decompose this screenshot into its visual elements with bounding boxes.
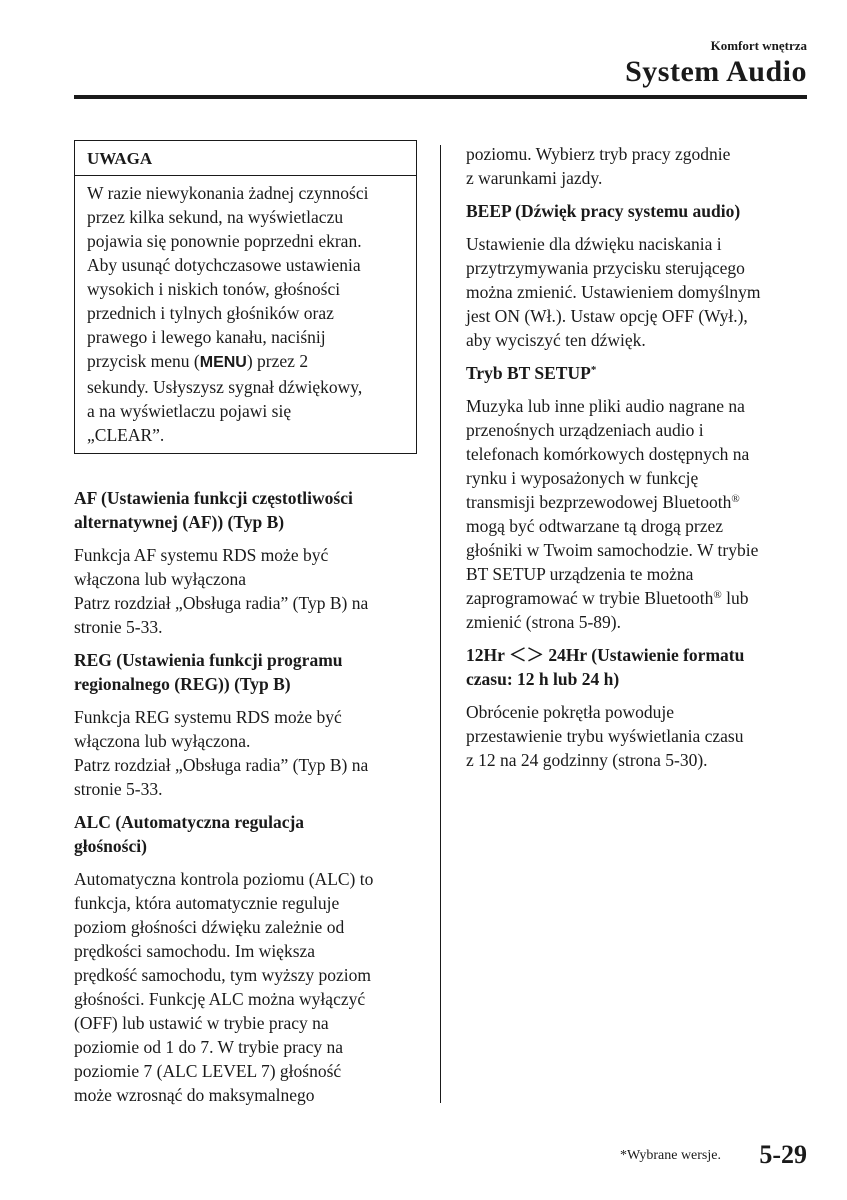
- header-divider: [74, 95, 807, 99]
- menu-key-label: MENU: [199, 354, 247, 371]
- alc-continuation: poziomu. Wybierz tryb pracy zgodnie z warunkami jazdy.: [466, 144, 731, 188]
- alc-heading: ALC (Automatyczna regulacja głośności): [74, 812, 305, 856]
- alc-body: Automatyczna kontrola poziomu (ALC) to funkcja, która automatycznie reguluje poziom głośności dźwięku zależnie od prędkości samochodu. Im większa prędkość samochodu, tym wyższy poziom głośności. Funkcję ALC można wyłączyć (OFF) lub ustawić w trybie pracy na poziomie od 1 do 7. W trybie pracy na poziomie 7 (ALC LEVEL 7) głośność może wzrosnąć do maksymalnego: [74, 869, 374, 1105]
- note-title: UWAGA: [75, 141, 416, 176]
- reg-body: Funkcja REG systemu RDS może być włączona lub wyłączona. Patrz rozdział „Obsługa radia” (Typ B) na stronie 5-33.: [74, 707, 369, 799]
- note-text: [75, 176, 416, 453]
- registered-mark: ®: [713, 589, 722, 601]
- bt-setup-body: [466, 394, 811, 634]
- bt-body-part3: lub zmienić (strona 5-89).: [466, 588, 749, 632]
- note-box: [74, 140, 417, 454]
- af-heading: AF (Ustawienia funkcji częstotliwości alternatywnej (AF)) (Typ B): [74, 488, 353, 532]
- chapter-title: Komfort wnętrza: [710, 38, 807, 53]
- optional-mark: *: [590, 364, 597, 376]
- bt-body-part2: mogą być odtwarzane tą drogą przez głośniki w Twoim samochodzie. W trybie BT SETUP urządzenia te można zaprogramować w trybie Bluetooth: [466, 516, 759, 608]
- time-format-heading: 12Hr ＜＞ 24Hr (Ustawienie formatu czasu: 12 h lub 24 h): [466, 645, 745, 689]
- footnote: *Wybrane wersje.: [619, 1148, 721, 1163]
- left-column: [74, 140, 419, 1116]
- page-number: 5-29: [759, 1140, 807, 1169]
- bt-setup-heading-text: Tryb BT SETUP: [466, 363, 591, 383]
- beep-body: Ustawienie dla dźwięku naciskania i przytrzymywania przycisku sterującego można zmienić. Ustawieniem domyślnym jest ON (Wł.). Ustaw opcję OFF (Wył.), aby wyciszyć ten dźwięk.: [466, 234, 761, 350]
- bt-setup-heading: [466, 361, 811, 385]
- time-format-body: Obrócenie pokrętła powoduje przestawienie trybu wyświetlania czasu z 12 na 24 godzinny (strona 5-30).: [466, 702, 744, 770]
- page-title: System Audio: [625, 55, 807, 88]
- note-text-after: ) przez 2 sekundy. Usłyszysz sygnał dźwiękowy, a na wyświetlaczu pojawi się „CLEAR”.: [87, 351, 363, 445]
- column-divider: [440, 145, 441, 1103]
- af-body: Funkcja AF systemu RDS może być włączona lub wyłączona Patrz rozdział „Obsługa radia” (Typ B) na stronie 5-33.: [74, 545, 369, 637]
- note-text-before: W razie niewykonania żadnej czynności przez kilka sekund, na wyświetlaczu pojawia się ponownie poprzedni ekran. Aby usunąć dotychczasowe ustawienia wysokich i niskich tonów, głośności przednich i tylnych głośników oraz prawego i lewego kanału, naciśnij przycisk menu (: [87, 183, 369, 371]
- bt-body-part1: Muzyka lub inne pliki audio nagrane na przenośnych urządzeniach audio i telefonach komórkowych dostępnych na rynku i wyposażonych w funkcję transmisji bezprzewodowej Bluetooth: [466, 396, 750, 512]
- registered-mark: ®: [731, 493, 740, 505]
- reg-heading: REG (Ustawienia funkcji programu regionalnego (REG)) (Typ B): [74, 650, 343, 694]
- right-column: [466, 142, 811, 781]
- beep-heading: BEEP (Dźwięk pracy systemu audio): [466, 201, 741, 221]
